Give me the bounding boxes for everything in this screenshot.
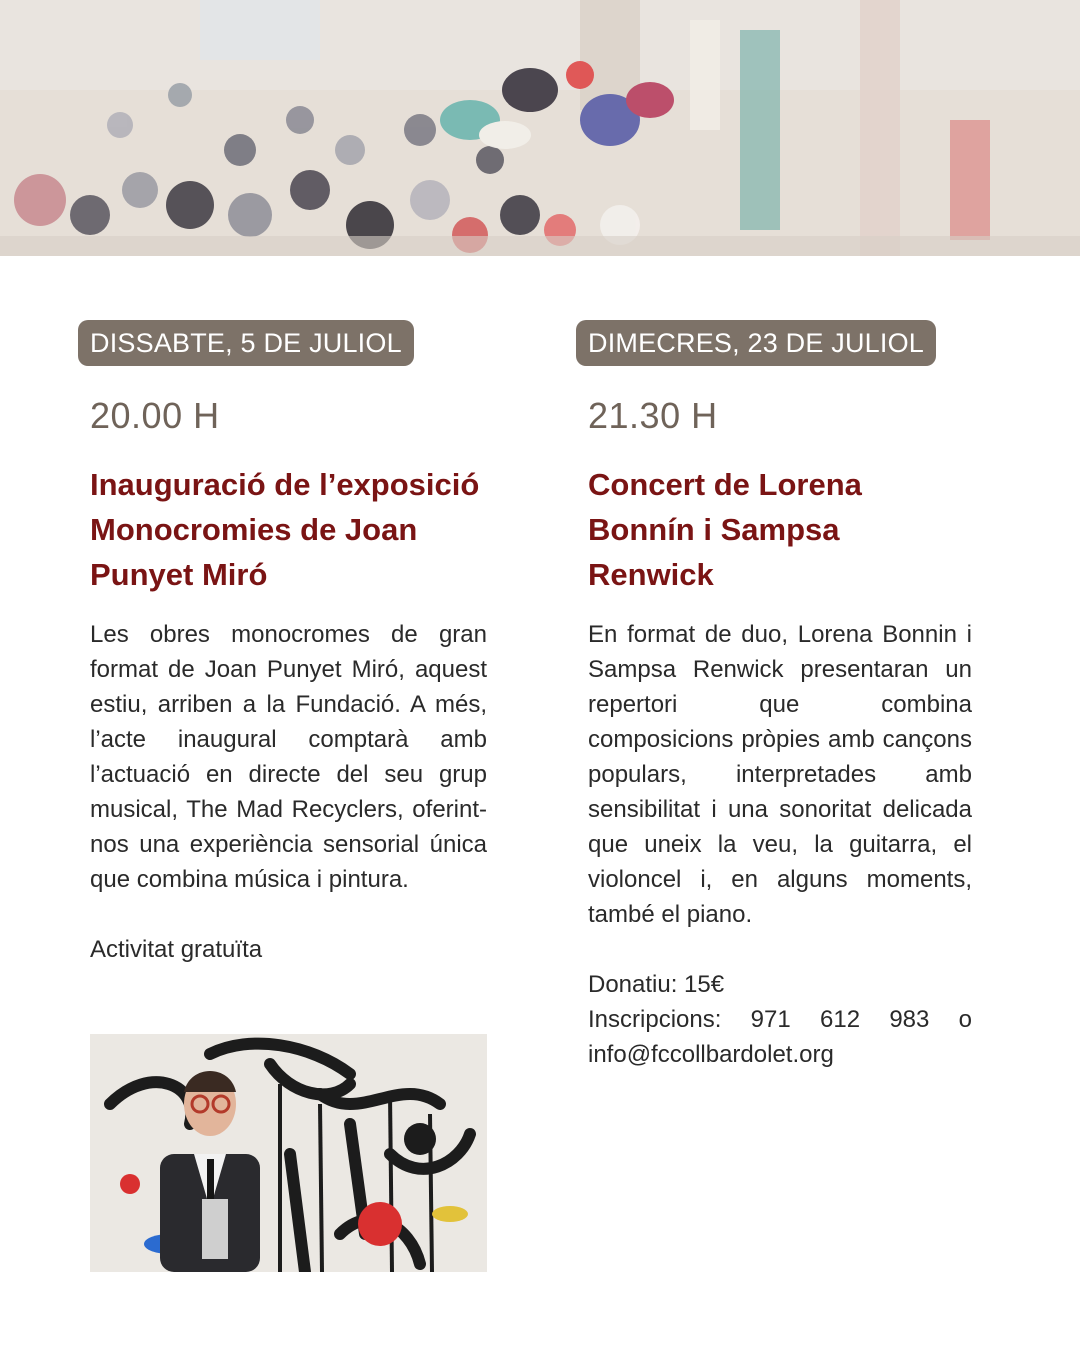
- event-title: Inauguració de l’exposició Monocromies de Joan Punyet Miró: [90, 467, 480, 592]
- event-date-badge: DIMECRES, 23 DE JULIOL: [576, 320, 936, 366]
- event-column-2: [576, 320, 976, 1072]
- event-date-badge: DISSABTE, 5 DE JULIOL: [78, 320, 414, 366]
- artist-portrait-image: [90, 1034, 487, 1272]
- event-time: 21.30 H: [588, 395, 718, 436]
- event-body: [588, 617, 972, 1072]
- event-body: [90, 617, 487, 967]
- event-time: 20.00 H: [90, 395, 220, 436]
- artist-photo: [90, 1034, 487, 1272]
- event-price-note: Activitat gratuïta: [90, 936, 263, 963]
- painting-dancers-image: [0, 0, 1080, 256]
- event-column-1: [78, 320, 487, 967]
- event-description: En format de duo, Lorena Bonnin i Sampsa Renwick presentaran un repertori que combina composicions pròpies amb cançons populars, interpretades amb sensibilitat i una sonoritat delicada que uneix la veu, la guitarra, el violoncel i, en alguns moments, també el piano.: [588, 621, 972, 928]
- event-registration: Inscripcions: 971 612 983 o info@fccollbardolet.org: [588, 1006, 972, 1068]
- header-painting: [0, 0, 1080, 256]
- event-title: Concert de Lorena Bonnín i Sampsa Renwick: [588, 467, 862, 592]
- event-donation: Donatiu: 15€: [588, 971, 725, 998]
- event-description: Les obres monocromes de gran format de Joan Punyet Miró, aquest estiu, arriben a la Fundació. A més, l’acte inaugural comptarà amb l’actuació en directe del seu grup musical, The Mad Recyclers, oferint-nos una experiència sensorial única que combina música i pintura.: [90, 621, 487, 893]
